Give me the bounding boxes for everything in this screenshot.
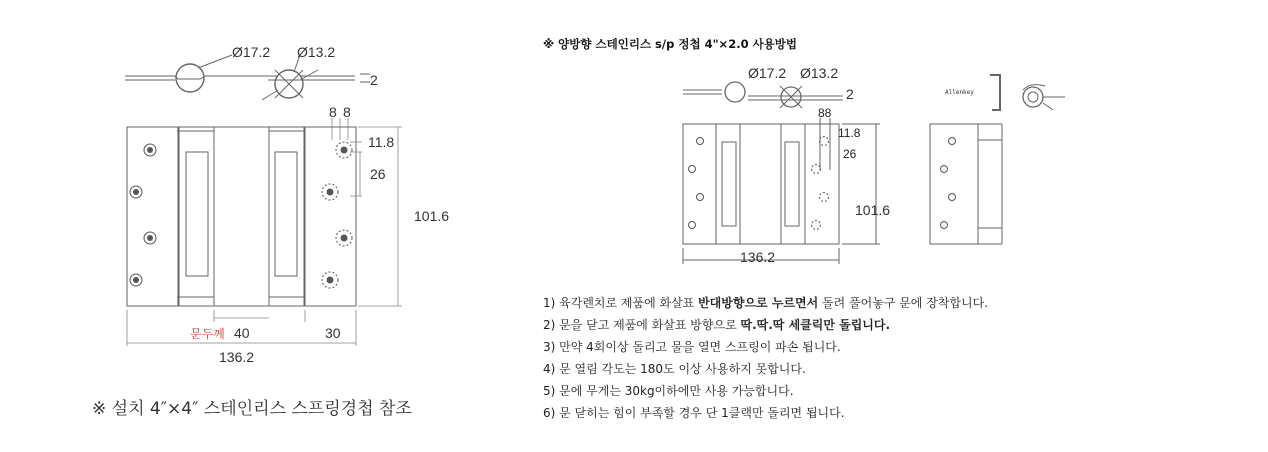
dim-h2: 26 xyxy=(370,166,386,182)
usage-title: ※ 양방향 스테인리스 s/p 정첩 4"×2.0 사용방법 xyxy=(543,37,798,51)
dim-pitch-a: 8 xyxy=(329,104,337,120)
r-dim-h2: 26 xyxy=(843,147,857,161)
dim-d17: Ø17.2 xyxy=(232,44,271,60)
instruction-1-pre: 1) 육각렌치로 제품에 화살표 xyxy=(543,296,699,310)
instruction-1-post: 돌려 풀어놓구 문에 장착합니다. xyxy=(818,296,988,310)
screw-holes-right xyxy=(322,142,352,288)
instruction-3 xyxy=(543,338,841,355)
instruction-5-pre: 5) 문에 무게는 30kg이하에만 사용 가능합니다. xyxy=(543,384,794,398)
instruction-6-pre: 6) 문 닫히는 힘이 부족할 경우 단 1클랙만 돌리면 됩니다. xyxy=(543,406,845,420)
dim-height: 101.6 xyxy=(414,208,450,224)
dim-leaf: 30 xyxy=(325,325,341,341)
instruction-2-pre: 2) 문을 닫고 제품에 화살표 방향으로 xyxy=(543,318,741,332)
instruction-2 xyxy=(543,316,890,333)
r-dim-width: 136.2 xyxy=(740,249,776,265)
instruction-6 xyxy=(543,404,845,421)
instruction-3-pre: 3) 만약 4회이상 돌리고 물을 열면 스프링이 파손 됩니다. xyxy=(543,340,841,354)
dim-pitch-b: 8 xyxy=(343,104,351,120)
allen-key-label: Allenkey xyxy=(945,89,974,96)
instruction-4 xyxy=(543,360,806,377)
instruction-4-pre: 4) 문 열림 각도는 180도 이상 사용하지 못합니다. xyxy=(543,362,806,376)
dim-h1: 11.8 xyxy=(368,134,395,150)
instruction-5 xyxy=(543,382,794,399)
r-dim-height: 101.6 xyxy=(855,202,891,218)
screw-holes-left xyxy=(130,144,156,286)
r-dim-d13: Ø13.2 xyxy=(800,65,839,81)
instruction-1-bold: 반대방향으로 누르면서 xyxy=(698,296,819,310)
left-hinge-drawing xyxy=(0,0,540,452)
r-dim-thick: 2 xyxy=(846,86,854,102)
r-dim-d17: Ø17.2 xyxy=(748,65,787,81)
r-dim-h1: 11.8 xyxy=(838,126,861,140)
instruction-2-bold: 딱.딱.딱 세클릭만 돌립니다. xyxy=(740,318,891,332)
reference-note: ※ 설치 4″×4″ 스테인리스 스프링경첩 참조 xyxy=(92,399,412,419)
dim-thick: 2 xyxy=(370,72,378,88)
dim-door-label: 문두께 xyxy=(190,327,225,341)
dim-d13: Ø13.2 xyxy=(297,44,336,60)
instruction-1 xyxy=(543,294,988,311)
dim-door-value: 40 xyxy=(234,325,250,341)
dim-width: 136.2 xyxy=(219,349,255,365)
r-dim-pitch: 88 xyxy=(818,106,832,120)
